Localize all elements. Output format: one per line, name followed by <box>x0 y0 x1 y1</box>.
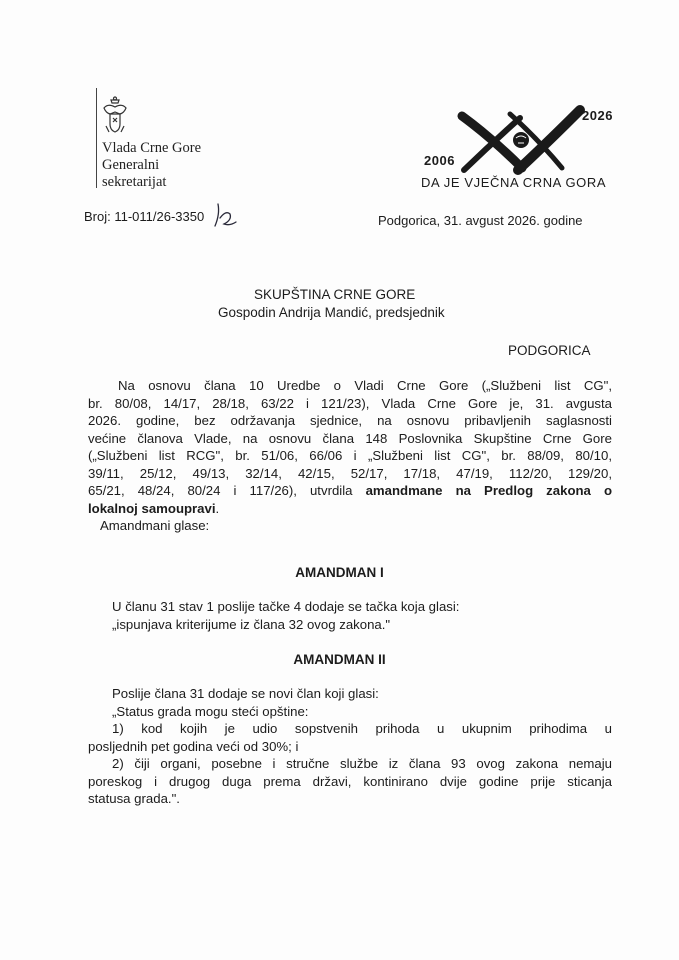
government-name <box>102 140 201 191</box>
amendment-1-line: „ispunjava kriterijume iz člana 32 ovog zakona." <box>112 616 391 632</box>
amendment-1-line: U članu 31 stav 1 poslije tačke 4 dodaje se tačka koja glasi: <box>112 599 460 614</box>
intro-line <box>88 500 612 518</box>
intro-closing: Amandmani glase: <box>100 518 210 533</box>
amendment-2-body <box>88 685 612 808</box>
place-and-date: Podgorica, 31. avgust 2026. godine <box>378 213 583 228</box>
amendment-1-title: AMANDMAN I <box>295 565 384 580</box>
intro-line-8-bold: lokalnoj samoupravi <box>88 500 216 516</box>
government-line-2: Generalni <box>102 157 160 173</box>
document-number: Broj: 11-011/26-3350 <box>84 209 205 224</box>
logo-year-left: 2006 <box>424 153 455 168</box>
government-line-1: Vlada Crne Gore <box>102 140 202 156</box>
intro-line: 39/11, 25/12, 49/13, 32/14, 42/15, 52/17, 17/18, 47/19, 112/20, 129/20, <box>88 465 612 481</box>
intro-line: 2026. godine, bez održavanja sjednice, na osnovu pribavljenih saglasnosti <box>88 413 612 428</box>
recipient-person: Gospodin Andrija Mandić, predsjednik <box>218 305 445 320</box>
intro-paragraph <box>88 377 612 535</box>
amendment-2-title: AMANDMAN II <box>293 652 386 667</box>
intro-line-8-plain: . <box>215 500 220 516</box>
amendment-1-body <box>88 598 612 633</box>
amendment-2-line: 1) kod kojih je udio sopstvenih prihoda u ukupnim prihodima u <box>112 721 612 736</box>
intro-line-7-plain: 65/21, 48/24, 80/24 i 117/26), utvrdila <box>88 483 366 498</box>
amendment-2-line: 2) čiji organi, posebne i stručne službe iz člana 93 ovog zakona nemaju <box>112 756 612 771</box>
amendment-2-line: Poslije člana 31 dodaje se novi član koji glasi: <box>112 686 379 701</box>
header-divider <box>96 88 97 188</box>
handwritten-mark-icon <box>212 200 238 228</box>
intro-line: većine članova Vlade, na osnovu člana 148 Poslovnika Skupštine Crne Gore <box>88 430 612 446</box>
coat-of-arms-icon <box>100 96 130 136</box>
recipient-institution: SKUPŠTINA CRNE GORE <box>254 287 416 302</box>
logo-year-right: 2026 <box>582 108 613 123</box>
amendment-2-line: „Status grada mogu steći opštine: <box>112 703 309 719</box>
amendment-2-line: poreskog i drugog duga prema državi, kontinirano dvije godine prije sticanja <box>88 773 612 789</box>
amendment-2-line: posljednih pet godina veći od 30%; i <box>88 738 299 754</box>
intro-line <box>88 482 612 500</box>
intro-line: br. 80/08, 14/17, 28/18, 63/22 i 121/23), Vlada Crne Gore je, 31. avgusta <box>88 395 612 411</box>
logo-tagline: DA JE VJEČNA CRNA GORA <box>421 175 607 190</box>
amendment-2-line: statusa grada.". <box>88 791 180 806</box>
intro-line-7-bold: amandmane na Predlog zakona o <box>365 483 612 498</box>
government-line-3: sekretarijat <box>102 174 167 190</box>
recipient-city: PODGORICA <box>508 343 591 358</box>
intro-line: („Službeni list RCG", br. 51/06, 66/06 i „Službeni list CG", br. 88/09, 80/10, <box>88 448 612 463</box>
intro-line: Na osnovu člana 10 Uredbe o Vladi Crne Gore („Službeni list CG", <box>118 378 612 393</box>
